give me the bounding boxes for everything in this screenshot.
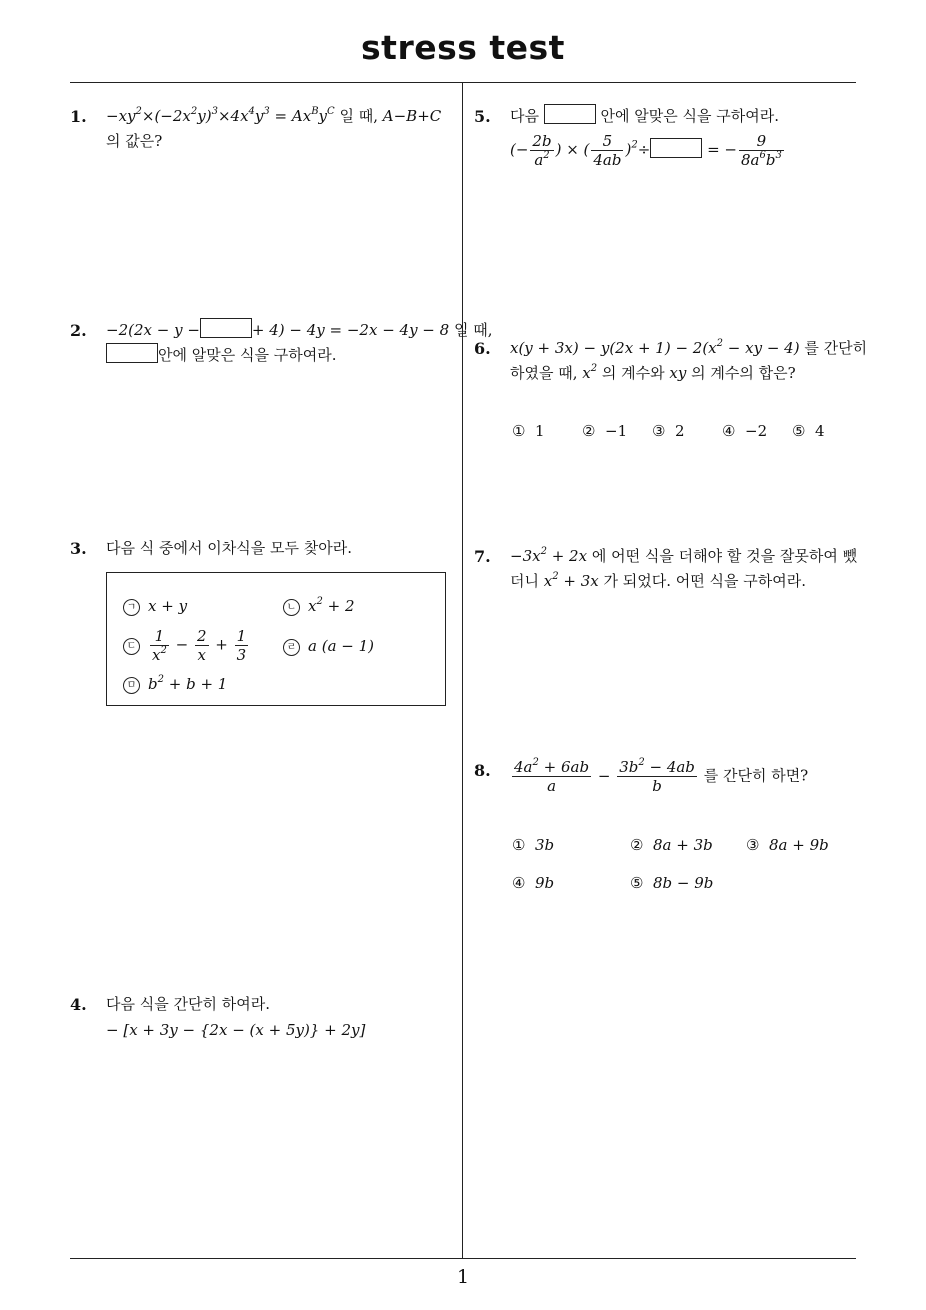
choice-mark: ③ bbox=[652, 422, 666, 440]
choice-mark: ⑤ bbox=[792, 422, 806, 440]
choice-mark: ② bbox=[582, 422, 596, 440]
choice-2[interactable] bbox=[582, 422, 627, 440]
question-text: 다음 식 중에서 이차식을 모두 찾아라. bbox=[106, 539, 352, 557]
choice-5[interactable] bbox=[630, 874, 713, 892]
question-text: 안에 알맞은 식을 구하여라. bbox=[158, 346, 337, 364]
choice-mark: ① bbox=[512, 836, 526, 854]
choice-value: 4 bbox=[815, 422, 825, 440]
choice-value: 9b bbox=[535, 874, 555, 892]
choice-mark: ① bbox=[512, 422, 526, 440]
math-expression: −2(2x − y − bbox=[106, 321, 200, 339]
math-expression: $\frac{4a^2 + 6ab}{a}$ − $\frac{3b^2 - 4ab}{b}$ bbox=[514, 757, 695, 795]
question-text: 더니 bbox=[510, 572, 539, 590]
question-number: 3. bbox=[70, 539, 87, 558]
choice-value: 2 bbox=[675, 422, 685, 440]
choice-value: 8a + 3b bbox=[653, 836, 713, 854]
math-expression: $-3x^2 + 2x$ bbox=[510, 546, 588, 565]
choice-value: 8b − 9b bbox=[653, 874, 714, 892]
expression-box bbox=[106, 572, 446, 706]
option-label: ㄷ bbox=[123, 638, 140, 655]
choice-value: 1 bbox=[535, 422, 545, 440]
question-number: 5. bbox=[474, 107, 491, 126]
choice-mark: ② bbox=[630, 836, 644, 854]
question-text: 가 되었다. 어떤 식을 구하여라. bbox=[603, 572, 806, 590]
question-number: 4. bbox=[70, 995, 87, 1014]
option-label: ㄴ bbox=[283, 599, 300, 616]
choice-4[interactable] bbox=[722, 422, 767, 440]
top-rule bbox=[70, 82, 856, 83]
question-number: 6. bbox=[474, 339, 491, 358]
math-expression: $x(y + 3x) - y(2x + 1) - 2(x^2$ − xy − 4) bbox=[510, 338, 800, 357]
choice-mark: ④ bbox=[512, 874, 526, 892]
answer-blank[interactable] bbox=[200, 318, 252, 338]
column-divider bbox=[462, 83, 463, 1259]
math-expression: A−B+C bbox=[382, 107, 442, 125]
choice-value: −1 bbox=[605, 422, 628, 440]
option-label: ㄹ bbox=[283, 639, 300, 656]
math-expression: − [x + 3y − {2x − (x + 5y)} + 2y] bbox=[106, 1021, 366, 1039]
option-d: ㄹ a (a − 1) bbox=[283, 637, 374, 656]
option-b: ㄴ $x^2 + 2$ bbox=[283, 597, 355, 616]
question-number: 1. bbox=[70, 107, 87, 126]
choice-3[interactable] bbox=[652, 422, 685, 440]
question-text: 하였을 때, bbox=[510, 364, 578, 382]
question-text: 의 계수와 bbox=[601, 364, 665, 382]
choice-mark: ⑤ bbox=[630, 874, 644, 892]
page-title: stress test bbox=[361, 28, 565, 67]
choice-1[interactable] bbox=[512, 836, 554, 854]
question-number: 7. bbox=[474, 547, 491, 566]
option-label: ㅁ bbox=[123, 677, 140, 694]
choice-5[interactable] bbox=[792, 422, 825, 440]
choice-4[interactable] bbox=[512, 874, 554, 892]
page-number: 1 bbox=[456, 1266, 470, 1288]
question-number: 2. bbox=[70, 321, 87, 340]
choice-2[interactable] bbox=[630, 836, 713, 854]
option-label: ㄱ bbox=[123, 599, 140, 616]
choice-value: 8a + 9b bbox=[769, 836, 829, 854]
choice-value: −2 bbox=[745, 422, 768, 440]
choice-mark: ④ bbox=[722, 422, 736, 440]
question-text: 다음 bbox=[510, 107, 539, 125]
answer-blank[interactable] bbox=[106, 343, 158, 363]
question-text: 의 값은? bbox=[106, 132, 163, 150]
question-number: 8. bbox=[474, 761, 491, 780]
option-a: ㄱ x + y bbox=[123, 597, 187, 616]
answer-blank[interactable] bbox=[650, 138, 702, 158]
question-text: 일 때, bbox=[453, 321, 493, 339]
choice-1[interactable] bbox=[512, 422, 545, 440]
question-text: 안에 알맞은 식을 구하여라. bbox=[600, 107, 780, 125]
bottom-rule bbox=[70, 1258, 856, 1259]
answer-blank[interactable] bbox=[544, 104, 596, 124]
question-text: 다음 식을 간단히 하여라. bbox=[106, 995, 270, 1013]
question-text: 일 때, bbox=[339, 107, 378, 125]
option-e: ㅁ $b^2 + b + 1$ bbox=[123, 675, 227, 694]
math-expression: + 4) − 4y = −2x − 4y − 8 bbox=[251, 321, 450, 339]
math-expression: $-xy^2\times(-2x^2y)^3\times 4x^4y^3 = Ax^By^C$ bbox=[106, 106, 335, 125]
choice-value: 3b bbox=[535, 836, 555, 854]
question-text: 를 간단히 하면? bbox=[703, 766, 809, 785]
question-text: 의 계수의 합은? bbox=[691, 364, 796, 382]
question-text: 를 간단히 bbox=[804, 339, 868, 357]
choice-3[interactable] bbox=[746, 836, 829, 854]
question-text: 에 어떤 식을 더해야 할 것을 잘못하여 뺐 bbox=[591, 547, 858, 565]
choice-mark: ③ bbox=[746, 836, 760, 854]
option-c: ㄷ $\frac{1}{x^2}$ − $\frac{2}{x}$ + $\frac{1}{3}$ bbox=[123, 627, 250, 664]
math-expression: (− $\frac{2b}{a^2}$ ) × ( $\frac{5}{4ab}$ )$^2$÷ = − $\frac{9}{8a^6b^3}$ bbox=[510, 132, 782, 169]
